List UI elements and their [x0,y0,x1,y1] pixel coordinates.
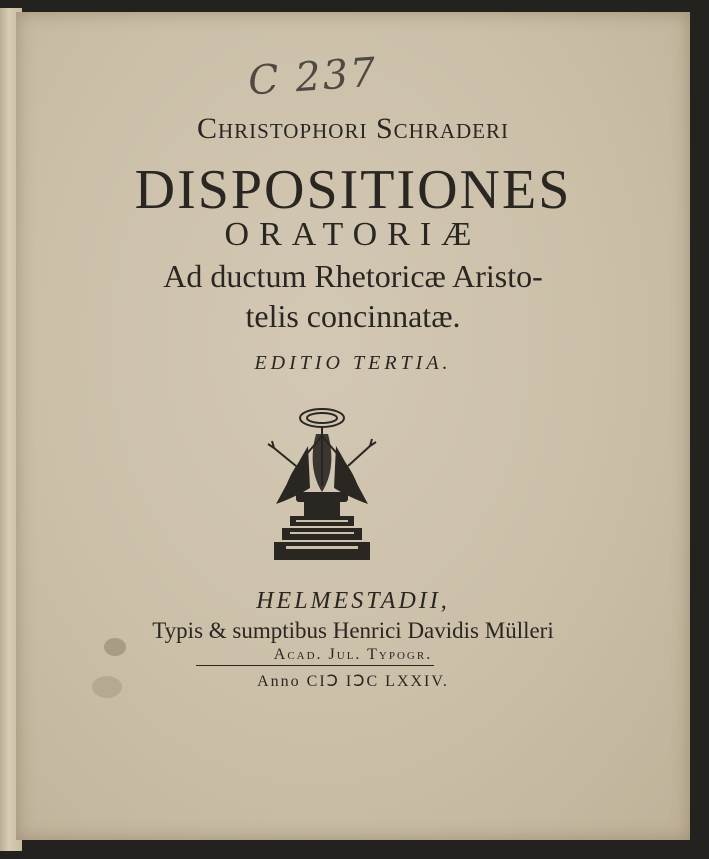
imprint-place: HELMESTADII, [256,588,450,614]
subtitle-line-2: telis concinnatæ. [245,298,461,334]
foxing-spot [92,676,122,698]
imprint-printer: Typis & sumptibus Henrici Davidis Mülleri [152,618,554,643]
subtitle-line-1: Ad ductum Rhetoricæ Aristo- [163,258,543,294]
imprint-rule [196,665,434,666]
printer-device-flower-vase-icon [256,396,386,568]
foxing-spot [104,638,126,656]
shelfmark: C 237 [246,49,380,105]
title-line-2: ORATORIÆ [224,216,482,253]
title-line-1: DISPOSITIONES [134,159,572,221]
edition-line: EDITIO TERTIA. [254,352,452,374]
imprint-printer-role: Acad. Jul. Typogr. [273,646,433,663]
title-page [16,12,690,840]
author-line: Christophori Schraderi [196,112,509,145]
imprint-year: Anno CIↃ IↃC LXXIV. [257,673,449,690]
